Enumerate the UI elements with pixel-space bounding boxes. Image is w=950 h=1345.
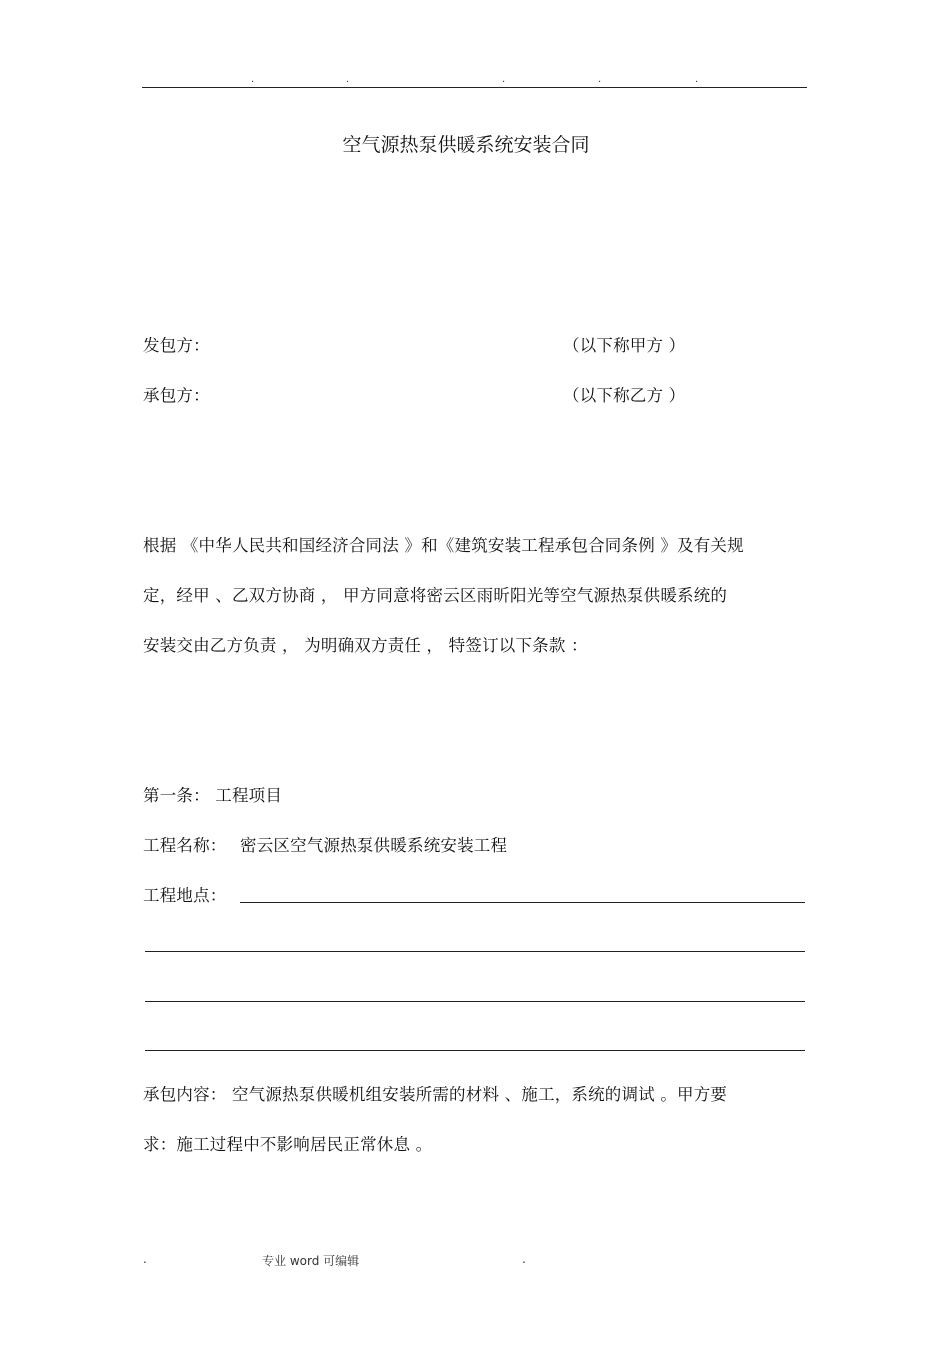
project-name-label: 工程名称： [143, 836, 227, 855]
location-fill-line [240, 902, 805, 903]
employer-label: 发包方： [143, 336, 210, 355]
header-dot: . [502, 74, 506, 85]
scope-line: 承包内容： 空气源热泵供暖机组安装所需的材料 、施工，系统的调试 。甲方要 [143, 1085, 728, 1104]
article-heading: 第一条： 工程项目 [143, 786, 283, 805]
preamble-line: 根据 《中华人民共和国经济合同法 》和《建筑安装工程承包合同条例 》及有关规 [143, 536, 744, 555]
scope-line: 求：施工过程中不影响居民正常休息 。 [143, 1135, 433, 1154]
footer-dot: . [522, 1252, 526, 1266]
project-name-value: 密云区空气源热泵供暖系统安装工程 [240, 836, 508, 855]
location-fill-line [145, 1001, 805, 1002]
header-rule [142, 87, 807, 88]
preamble-line: 定，经甲 、乙双方协商 ， 甲方同意将密云区雨昕阳光等空气源热泵供暖系统的 [143, 586, 728, 605]
contractor-note: （以下称乙方 ） [563, 386, 686, 405]
page-title: 空气源热泵供暖系统安装合同 [342, 134, 590, 156]
preamble-line: 安装交由乙方负责 ， 为明确双方责任 ， 特签订以下条款 ： [143, 636, 588, 655]
location-fill-line [145, 951, 805, 952]
header-dot: . [251, 74, 255, 85]
footer-text: 专业 word 可编辑 [262, 1254, 360, 1268]
location-label: 工程地点： [143, 886, 227, 905]
employer-note: （以下称甲方 ） [563, 336, 686, 355]
location-fill-line [145, 1050, 805, 1051]
contractor-label: 承包方： [143, 386, 210, 405]
header-dot: . [695, 74, 699, 85]
footer-dot: . [143, 1252, 147, 1266]
header-dot: . [346, 74, 350, 85]
header-dot: . [598, 74, 602, 85]
